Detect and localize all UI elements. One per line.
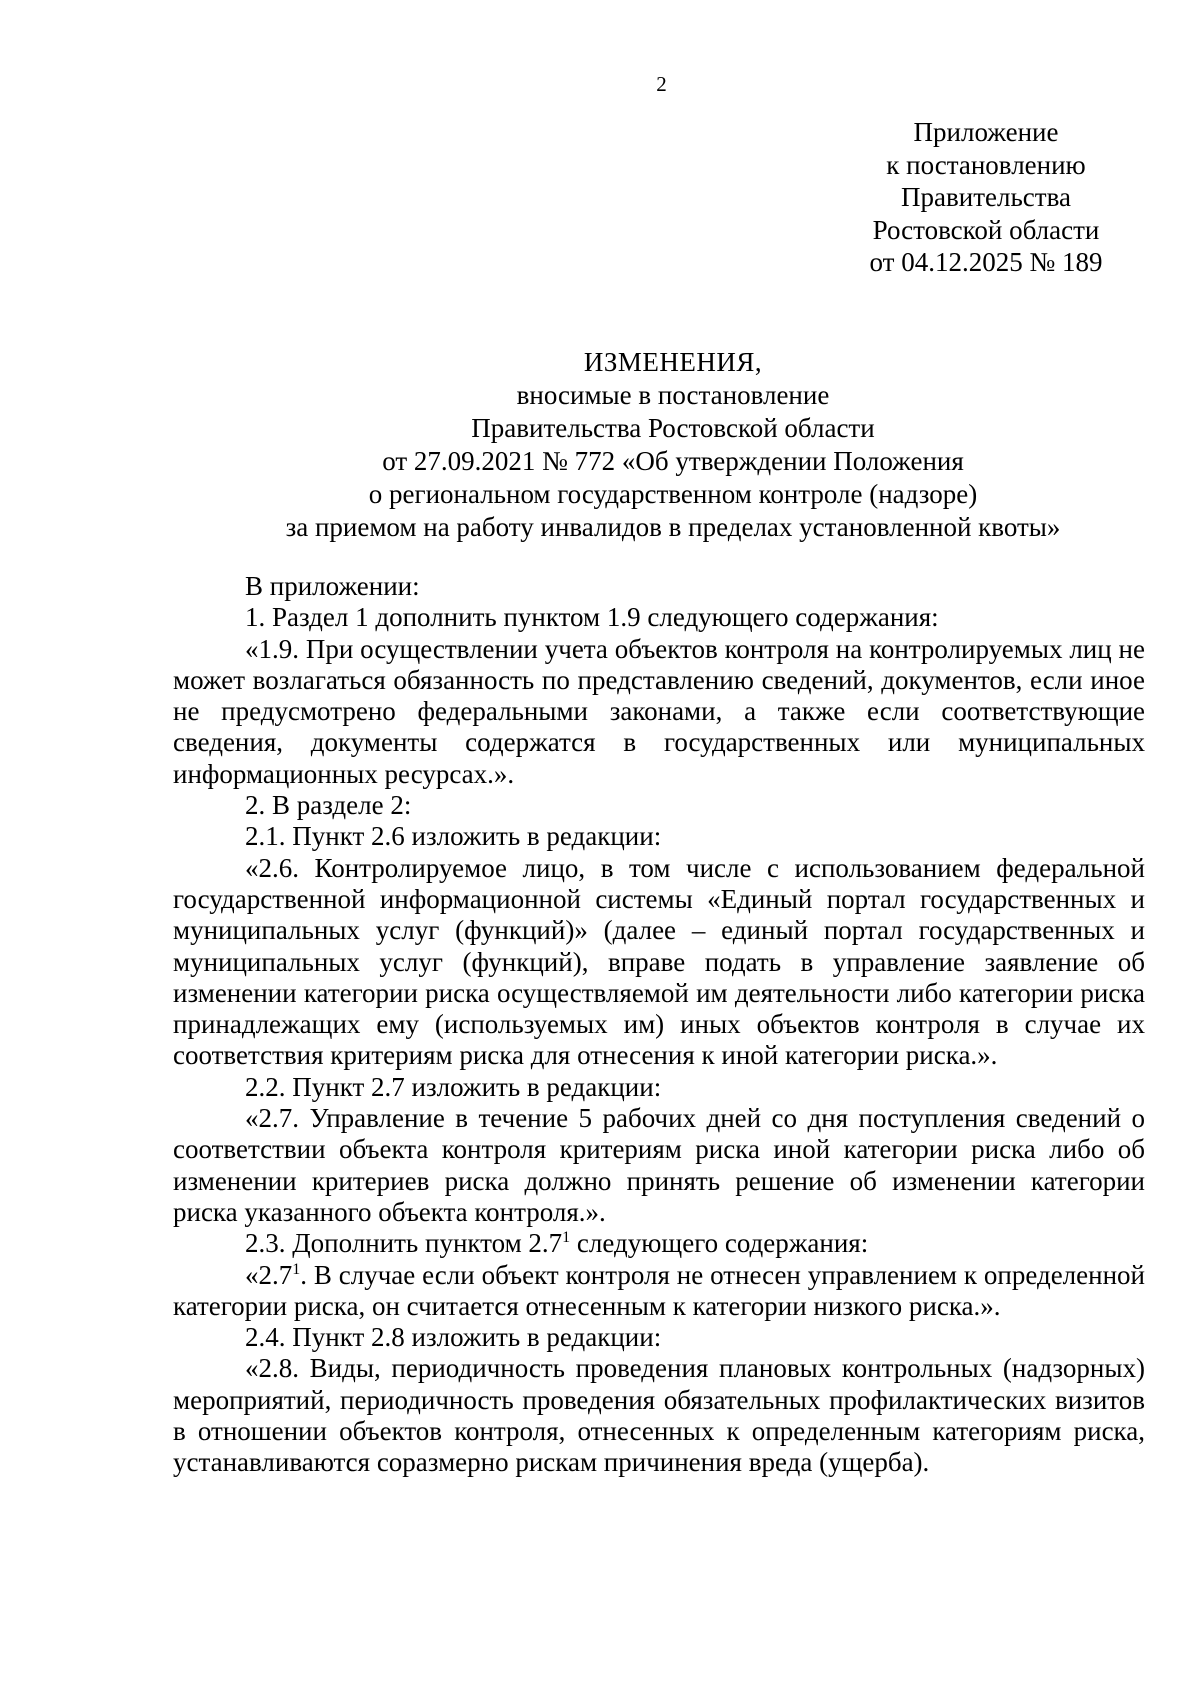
heading-line: о региональном государственном контроле (надзоре)	[368, 479, 978, 509]
document-heading	[173, 346, 1173, 544]
superscript: 1	[562, 1229, 571, 1247]
paragraph-item-2-1: 2.1. Пункт 2.6 изложить в редакции:	[245, 821, 662, 852]
paragraph-item-2-2: 2.2. Пункт 2.7 изложить в редакции:	[245, 1071, 662, 1102]
text-run: . В случае если объект контроля не отнесен управлением к определенной категории риска, он считается отнесенным к категории низкого риска.».	[173, 1259, 1145, 1321]
paragraph-clause-2-7-1	[173, 1260, 1145, 1323]
paragraph-clause-2-8: «2.8. Виды, периодичность проведения плановых контрольных (надзорных) мероприятий, периодичность проведения обязательных профилактических визитов в отношении объектов контроля, отнесенных к определенным категориям риска, устанавливаются соразмерно рискам причинения вреда (ущерба).	[173, 1353, 1145, 1478]
paragraph-clause-1-9: «1.9. При осуществлении учета объектов контроля на контролируемых лиц не может возлагаться обязанность по представлению сведений, документов, если иное не предусмотрено федеральными законами, а также если соответствующие сведения, документы содержатся в государственных или муниципальных информационных ресурсах.».	[173, 633, 1145, 789]
page-number: 2	[656, 72, 667, 96]
heading-line: от 27.09.2021 № 772 «Об утверждении Положения	[382, 446, 964, 476]
paragraph-clause-2-7: «2.7. Управление в течение 5 рабочих дней со дня поступления сведений о соответствии объекта контроля критериям риска иной категории риска либо об изменении критериев риска должно принять решение об изменении категории риска указанного объекта контроля.».	[173, 1103, 1145, 1227]
heading-line: за приемом на работу инвалидов в пределах установленной квоты»	[285, 512, 1061, 542]
paragraph-clause-2-6: «2.6. Контролируемое лицо, в том числе с использованием федеральной государственной информационной системы «Единый портал государственных и муниципальных услуг (функций)» (далее – единый портал государственных и муниципальных услуг (функций), вправе подать в управление заявление об изменении категории риска осуществляемой им деятельности либо категории риска принадлежащих ему (используемых им) иных объектов контроля в случае их соответствия критериям риска для отнесения к иной категории риска.».	[173, 852, 1145, 1071]
appendix-line: к постановлению	[886, 149, 1086, 180]
appendix-line: от 04.12.2025 № 189	[869, 247, 1103, 277]
appendix-line: Ростовской области	[872, 214, 1100, 245]
appendix-block	[836, 116, 1136, 279]
paragraph-intro: В приложении:	[245, 571, 420, 601]
text-run: «2.7	[245, 1259, 293, 1290]
superscript: 1	[292, 1260, 301, 1278]
document-title: ИЗМЕНЕНИЯ,	[583, 347, 763, 377]
appendix-line: Приложение	[913, 117, 1059, 147]
paragraph-item-2: 2. В разделе 2:	[245, 790, 412, 821]
paragraph-item-2-3	[173, 1228, 1145, 1259]
text-run: 2.3. Дополнить пунктом 2.7	[245, 1228, 563, 1259]
heading-line: Правительства Ростовской области	[471, 413, 875, 443]
paragraph-item-2-4: 2.4. Пункт 2.8 изложить в редакции:	[245, 1322, 662, 1353]
appendix-line: Правительства	[901, 182, 1071, 212]
heading-line: вносимые в постановление	[516, 380, 830, 410]
paragraph-item-1: 1. Раздел 1 дополнить пунктом 1.9 следующего содержания:	[245, 602, 939, 633]
text-run: следующего содержания:	[570, 1228, 869, 1259]
document-body	[173, 571, 1145, 1479]
